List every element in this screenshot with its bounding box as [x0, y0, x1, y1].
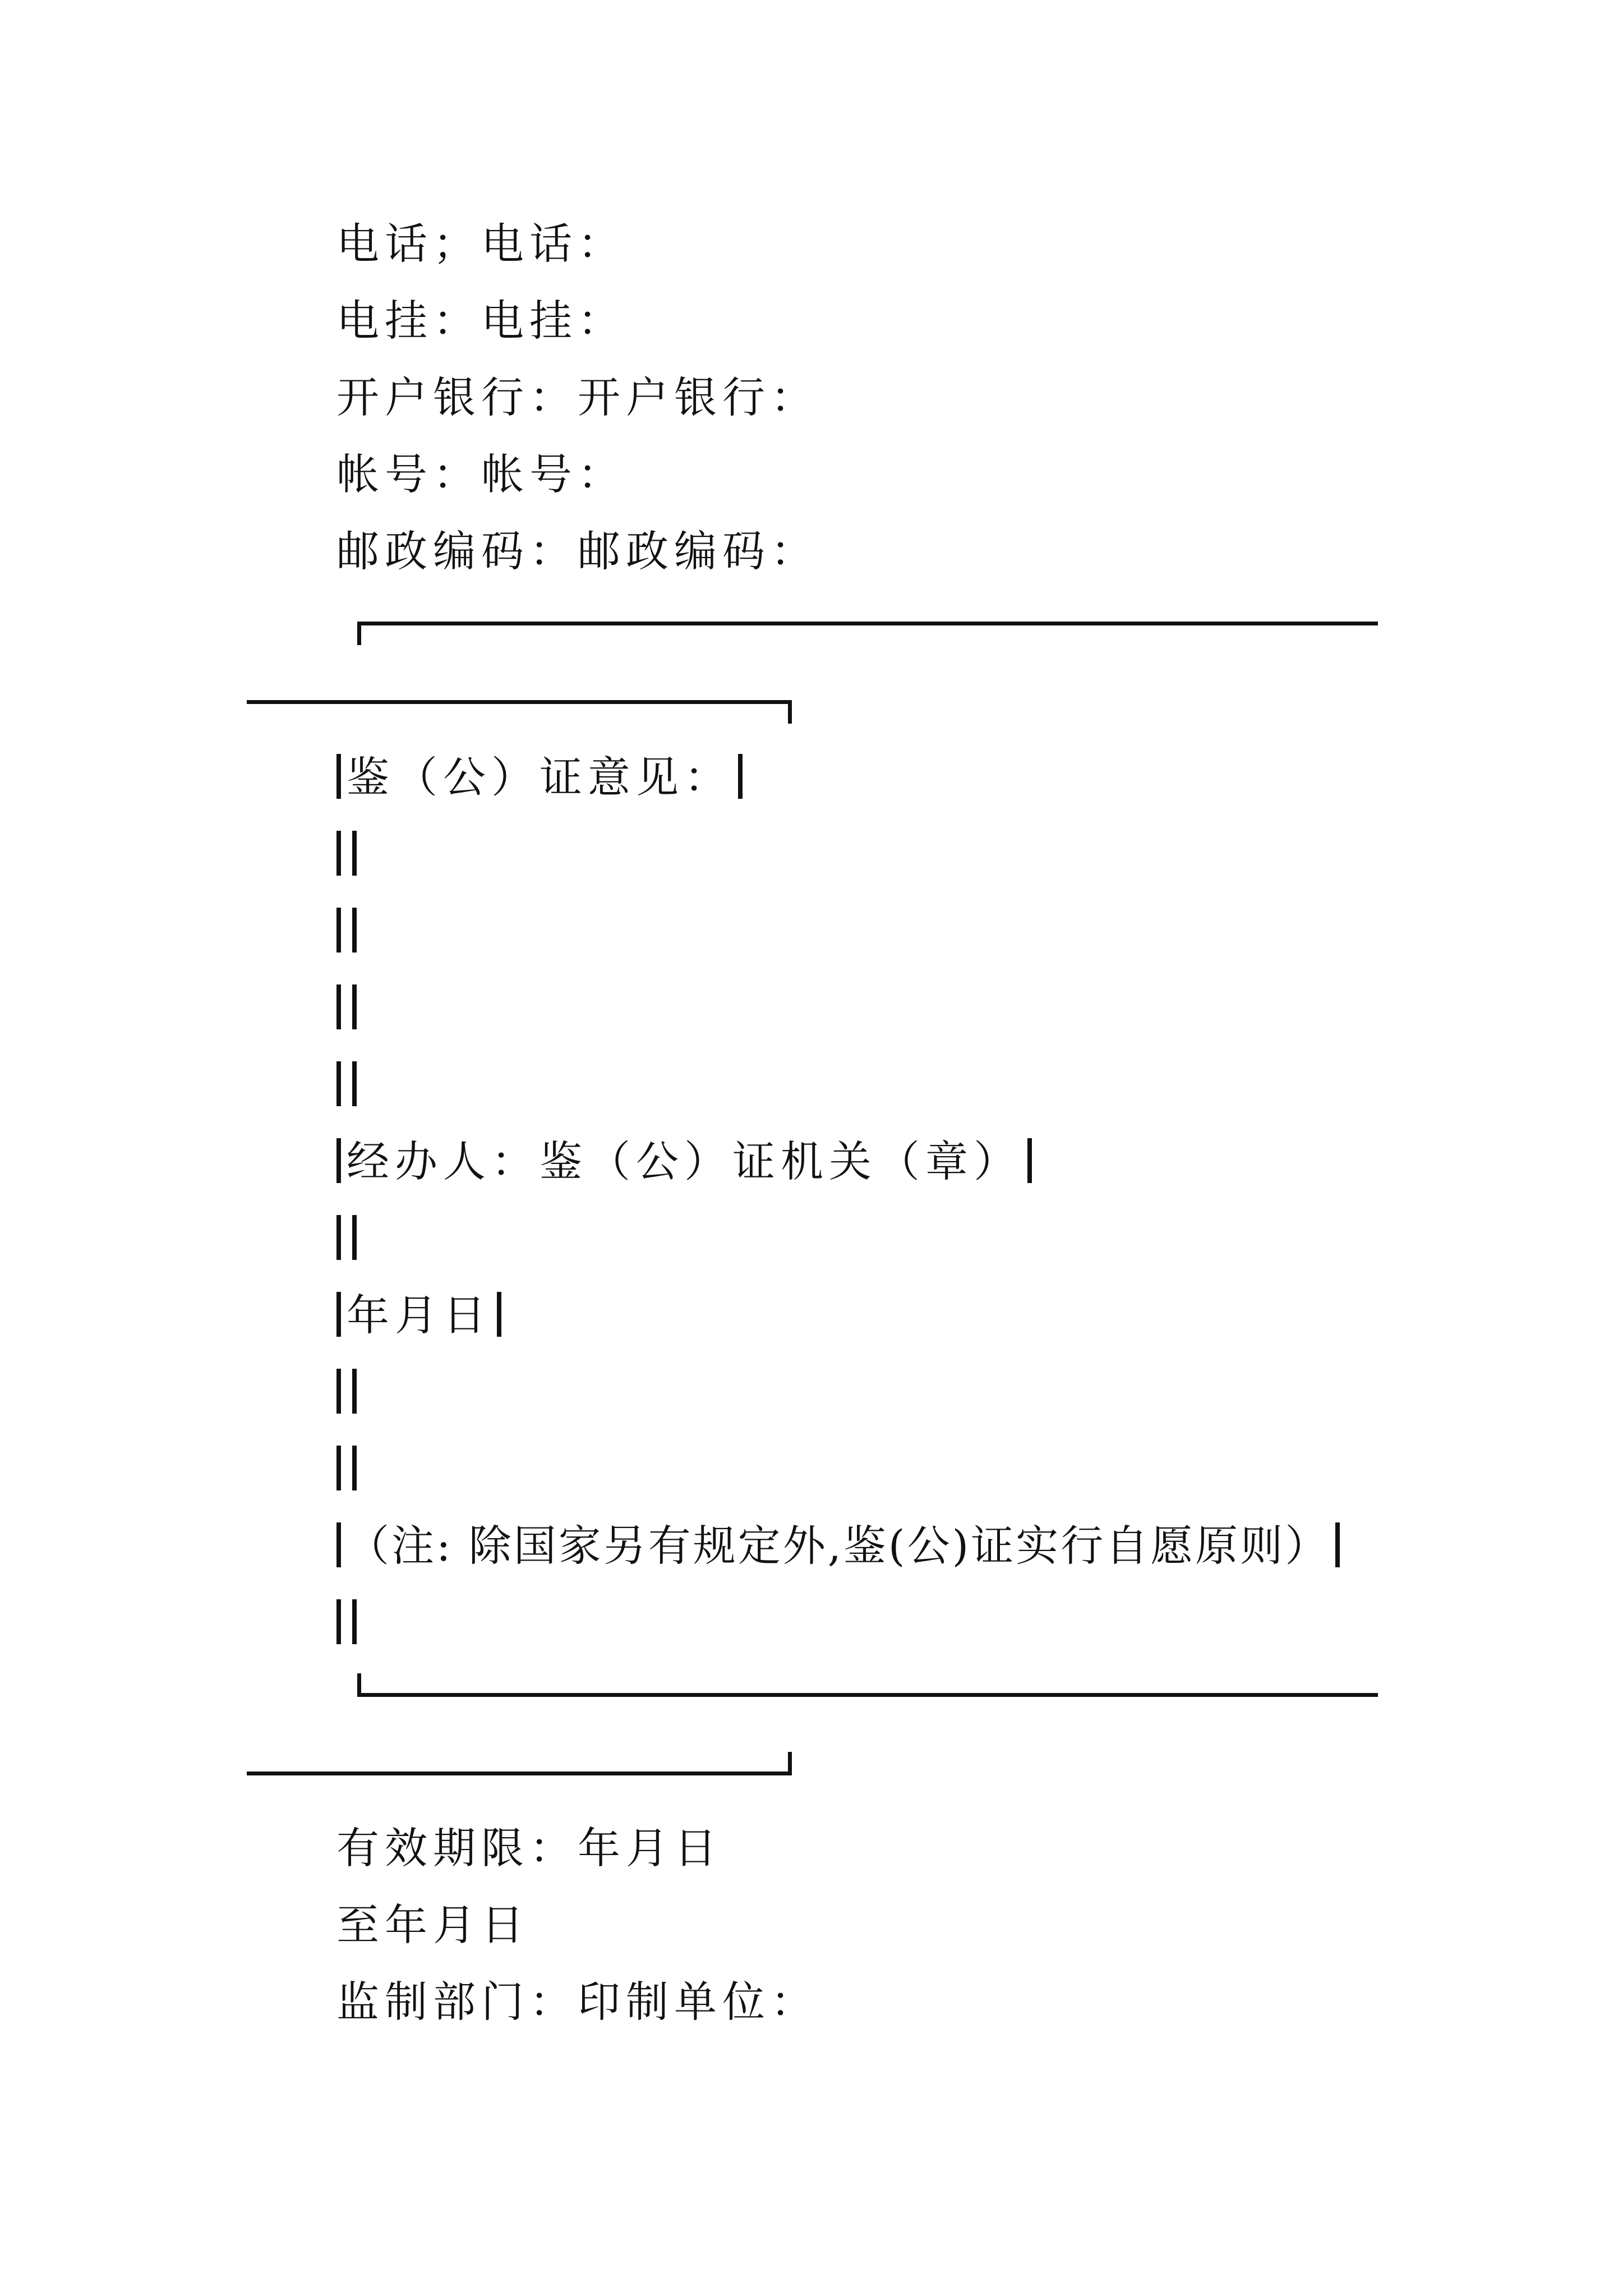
account-field: 帐号：帐号：	[336, 449, 626, 499]
box-row-empty	[336, 903, 362, 959]
telegraph-field: 电挂：电挂：	[336, 296, 626, 346]
supervision-field: 监制部门：印制单位：	[336, 1977, 819, 2027]
note-text: （注: 除国家另有规定外,鉴(公)证实行自愿原则）	[347, 1521, 1330, 1571]
box-row-date	[336, 1287, 507, 1343]
box-row-opinion	[336, 749, 748, 806]
validity-end-field: 至年月日	[336, 1900, 529, 1950]
bank-field: 开户银行：开户银行：	[336, 372, 819, 422]
box-row-empty	[336, 1441, 362, 1497]
date-label: 年月日	[347, 1290, 491, 1340]
box-row-note	[336, 1518, 1345, 1574]
postal-code-field: 邮政编码：邮政编码：	[336, 526, 819, 576]
box-row-empty	[336, 980, 362, 1036]
phone-field: 电话；电话：	[336, 219, 626, 269]
box-row-handler	[336, 1134, 1038, 1190]
box-row-empty	[336, 1364, 362, 1420]
validity-field: 有效期限：年月日	[336, 1823, 722, 1873]
box-row-empty	[336, 1595, 362, 1651]
handler-label: 经办人：鉴（公）证机关（章）	[347, 1137, 1022, 1186]
opinion-label: 鉴（公）证意见：	[347, 752, 732, 802]
box-row-empty	[336, 1057, 362, 1113]
box-row-empty	[336, 1211, 362, 1267]
box-row-empty	[336, 826, 362, 882]
